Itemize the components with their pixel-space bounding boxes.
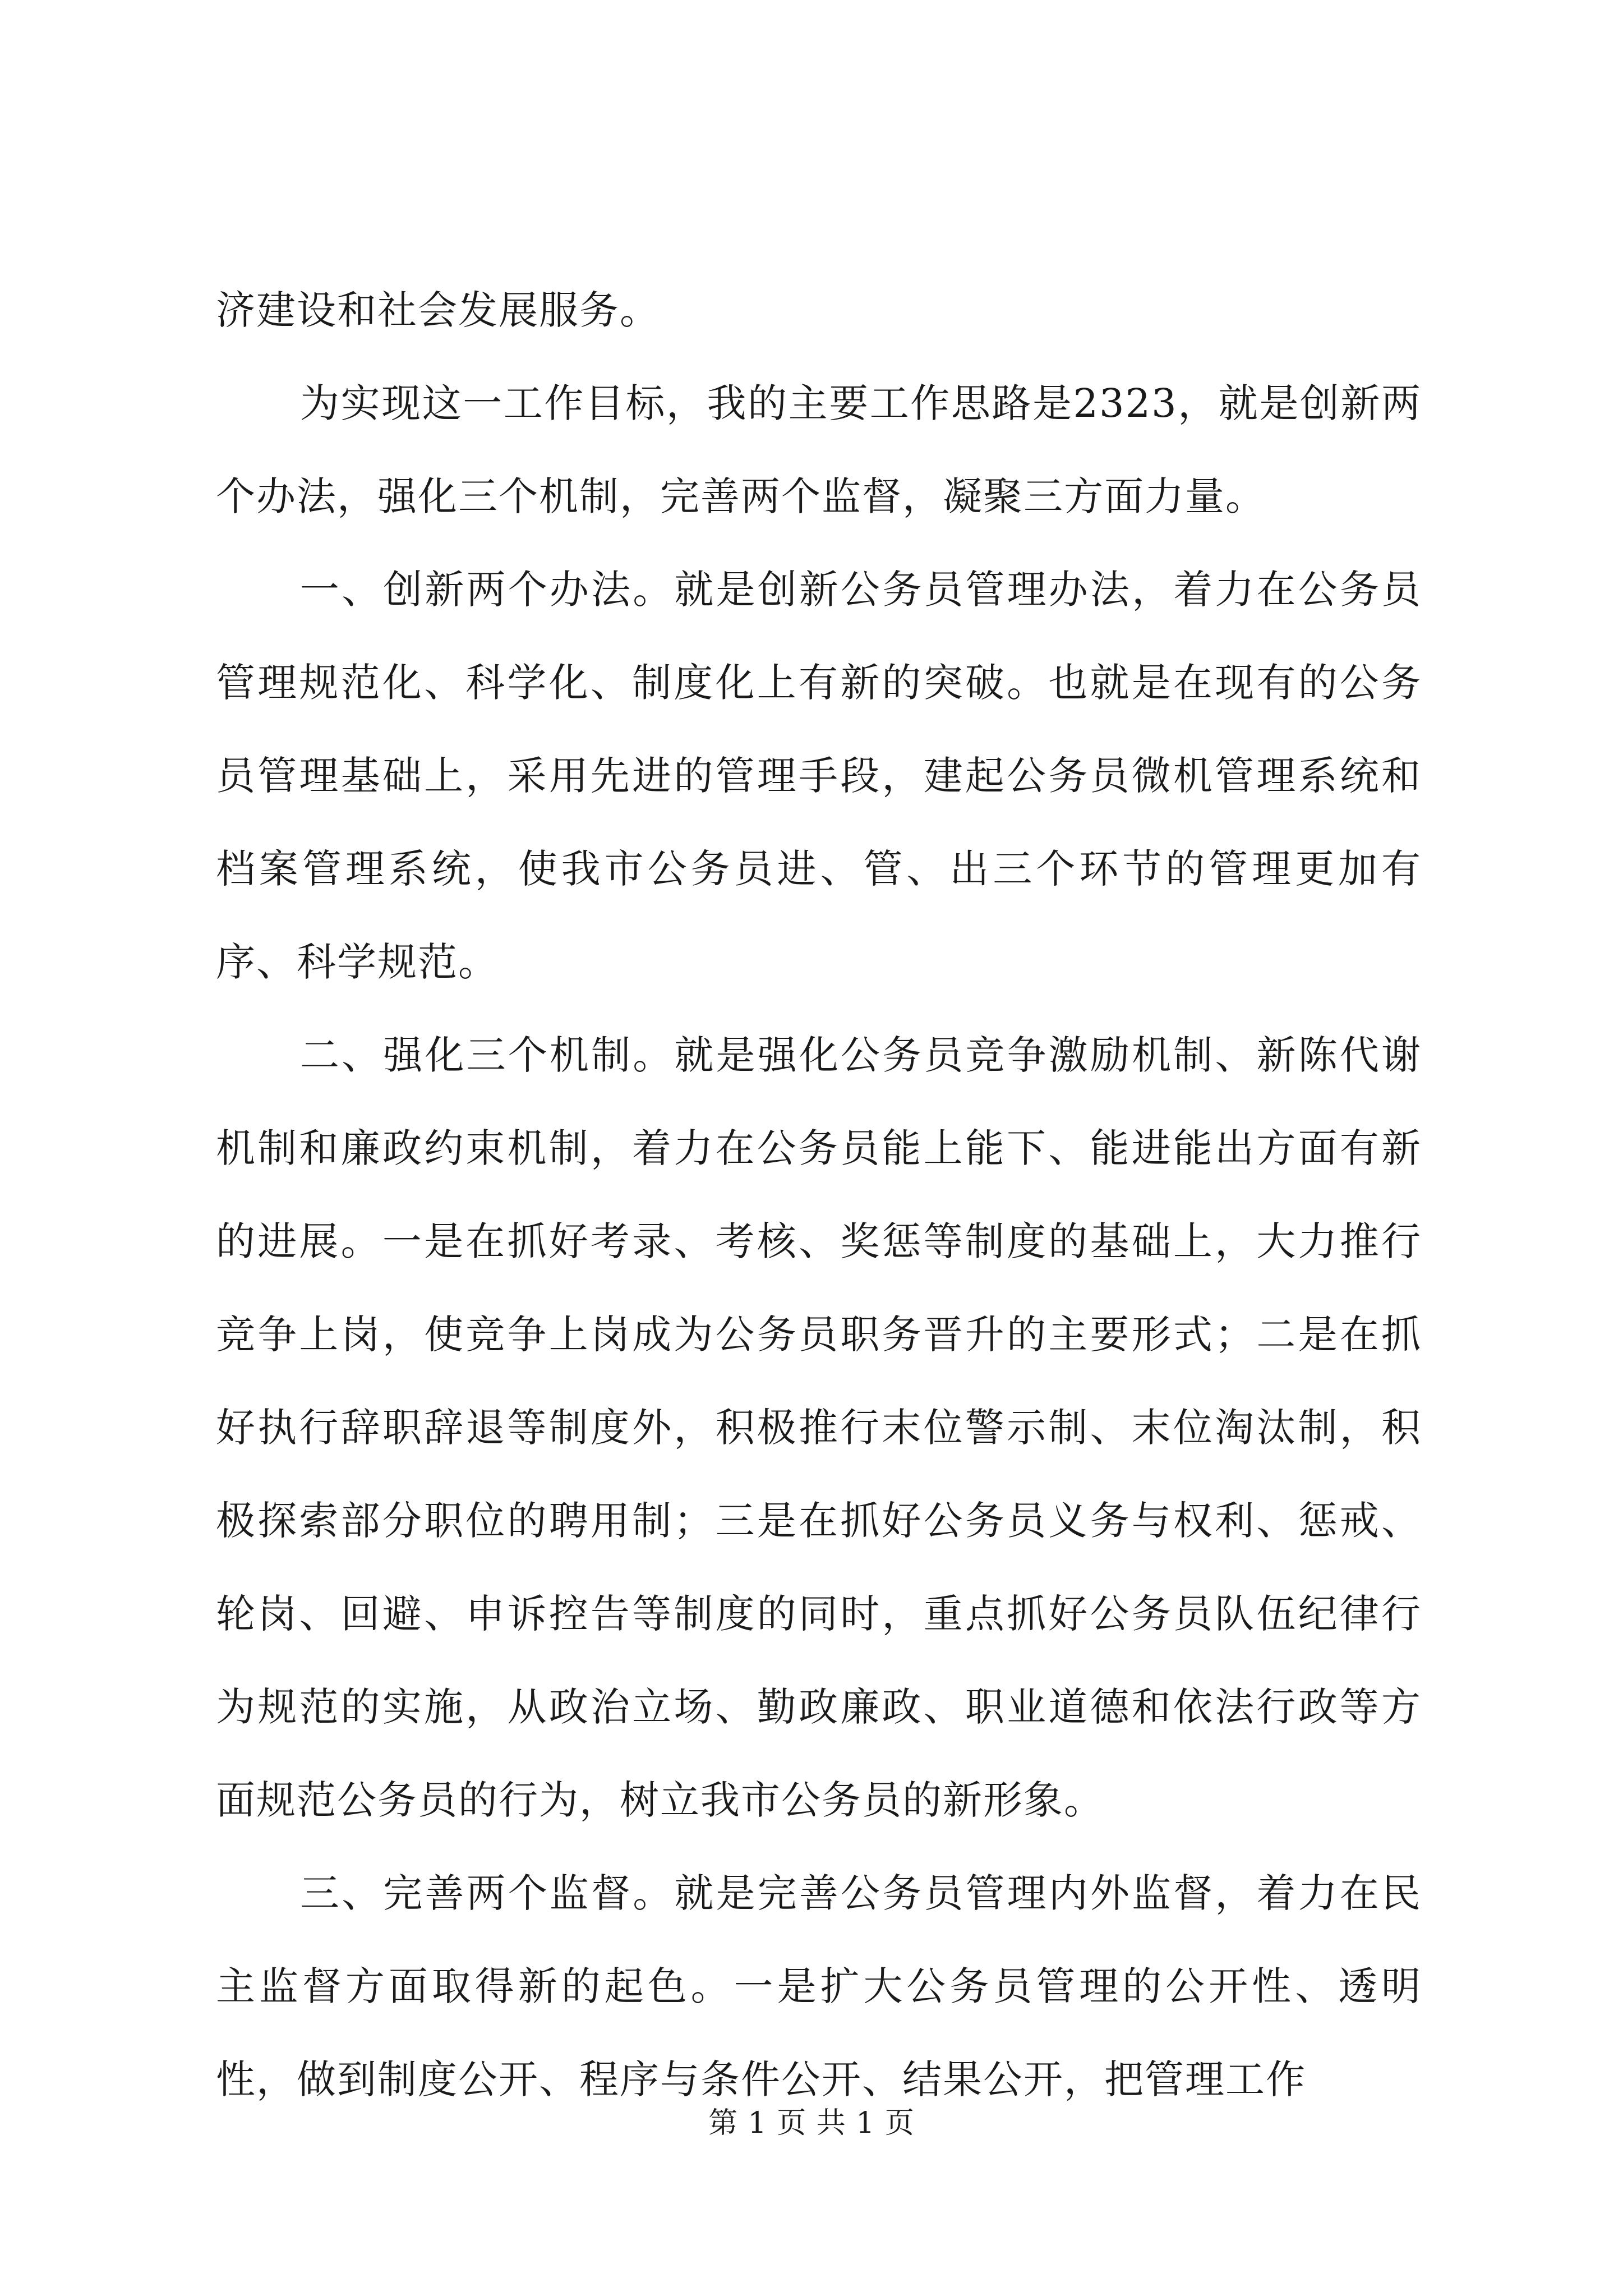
paragraph-section-three: 三、完善两个监督。就是完善公务员管理内外监督，着力在民主监督方面取得新的起色。一是扩大公务员管理的公开性、透明性，做到制度公开、程序与条件公开、结果公开，把管理工作 xyxy=(216,1870,1422,2102)
document-body xyxy=(216,264,1422,2126)
paragraph-section-one: 一、创新两个办法。就是创新公务员管理办法，着力在公务员管理规范化、科学化、制度化上有新的突破。也就是在现有的公务员管理基础上，采用先进的管理手段，建起公务员微机管理系统和档案管理系统，使我市公务员进、管、出三个环节的管理更加有序、科学规范。 xyxy=(216,567,1422,985)
paragraph-section-two: 二、强化三个机制。就是强化公务员竞争激励机制、新陈代谢机制和廉政约束机制，着力在公务员能上能下、能进能出方面有新的进展。一是在抓好考录、考核、奖惩等制度的基础上，大力推行竞争上岗，使竞争上岗成为公务员职务晋升的主要形式；二是在抓好执行辞职辞退等制度外，积极推行末位警示制、末位淘汰制，积极探索部分职位的聘用制；三是在抓好公务员义务与权利、惩戒、轮岗、回避、申诉控告等制度的同时，重点抓好公务员队伍纪律行为规范的实施，从政治立场、勤政廉政、职业道德和依法行政等方面规范公务员的行为，树立我市公务员的新形象。 xyxy=(216,1032,1422,1823)
paragraph-work-approach: 为实现这一工作目标，我的主要工作思路是2323，就是创新两个办法，强化三个机制，完善两个监督，凝聚三方面力量。 xyxy=(216,380,1422,519)
paragraph-continuation: 济建设和社会发展服务。 xyxy=(216,287,660,333)
page-footer: 第 1 页 共 1 页 xyxy=(708,2106,915,2140)
